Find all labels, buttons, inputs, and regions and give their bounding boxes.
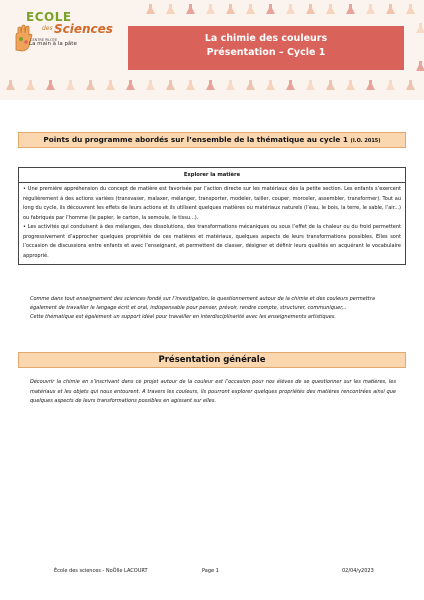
flask-icon (326, 80, 335, 90)
notes-paragraph-1: Comme dans tout enseignement des sciences fondé sur l’investigation, le questionnement autour de la chimie et des couleurs permettra également de travailler le langage écrit et oral, indispensable pour penser, prévoir, rendre compte, structurer, communiquer,.. (30, 296, 375, 311)
flask-icon (386, 80, 395, 90)
programme-heading-box (18, 132, 406, 148)
flask-icon (406, 80, 415, 90)
flask-icon (206, 80, 215, 90)
flask-icon (106, 80, 115, 90)
flask-icon (86, 80, 95, 90)
logo-main-a-la-pate: La main à la pâte (29, 41, 77, 47)
flask-icon (6, 80, 15, 90)
flask-icon (146, 80, 155, 90)
notes-paragraph-2: Cette thématique est également un support idéal pour travailler en interdisciplinarité avec les enseignements artistiques. (30, 314, 336, 320)
flask-icon (306, 80, 315, 90)
flask-icon (286, 4, 295, 14)
flask-icon (366, 80, 375, 90)
notes-block (30, 295, 396, 322)
flask-icon (286, 80, 295, 90)
logo-ecole-text: ECOLE (26, 10, 72, 24)
flask-icon (226, 80, 235, 90)
flask-icon (386, 4, 395, 14)
title-box (128, 26, 404, 70)
matiere-body (19, 183, 405, 264)
logo-centre-pilote: CENTRE PILOTE (30, 38, 58, 42)
flask-icon (246, 4, 255, 14)
flask-icon (226, 4, 235, 14)
flask-icon (326, 4, 335, 14)
flask-icon (186, 80, 195, 90)
logo-des-text: des (42, 25, 53, 32)
flask-icon (166, 80, 175, 90)
title-main: La chimie des couleurs (204, 33, 328, 44)
presentation-text: Découvrir la chimie en s’inscrivant dans ce projet autour de la couleur est l’occasion pour nos élèves de se questionner sur les matières, les matériaux et les objets qui nous entourent. A travers les couleurs, ils pourront explorer quelques propriétés des matières rencontrées ainsi que quelques aspects de leurs transformations possibles en agissant sur elles. (30, 379, 396, 404)
flask-icon (406, 4, 415, 14)
flask-icon (146, 4, 155, 14)
flask-icon (166, 4, 175, 14)
programme-ref: (I.O. 2015) (350, 138, 381, 144)
footer-page: Page 1 (202, 568, 219, 574)
programme-heading: Points du programme abordés sur l’ensemble de la thématique au cycle 1 (43, 135, 348, 144)
flask-icon (26, 80, 35, 90)
flask-icon (346, 4, 355, 14)
flask-icon (186, 4, 195, 14)
matiere-paragraph-2: • Les activités qui conduisent à des mélanges, des dissolutions, des transformations mécaniques ou sous l’effet de la chaleur ou du froid permettent progressivement d’approcher quelques propriétés de ces matières et matériaux, quelques aspects de leurs transformations possibles. Elles sont l’occasion de discussions entre enfants et avec l’enseignant, et permettent de classer, désigner et définir leurs qualités en acquérant le vocabulaire approprié. (23, 224, 401, 259)
presentation-heading-box (18, 352, 406, 368)
matiere-header: Explorer la matière (19, 168, 405, 183)
flask-icon (46, 80, 55, 90)
matiere-table (18, 167, 406, 265)
matiere-paragraph-1: • Une première appréhension du concept de matière est favorisée par l’action directe sur les matériaux dès la petite section. Les enfants s’exercent régulièrement à des actions variées (transvaser, malaxer, mélanger, transporter, modeler, tailler, couper, morceler, assembler, transformer). Tout au long du cycle, ils découvrent les effets de leurs actions et ils utilisent quelques matières ou matériaux naturels (l’eau, le bois, la terre, le sable, l’air...) ou fabriqués par l’homme (le papier, le carton, la semoule, le tissu...). (23, 186, 401, 221)
title-sub: Présentation – Cycle 1 (206, 47, 326, 58)
flask-icon (266, 80, 275, 90)
presentation-heading: Présentation générale (158, 355, 266, 365)
flask-icon (66, 80, 75, 90)
flask-icon (416, 23, 424, 33)
flask-icon (306, 4, 315, 14)
flask-icon (126, 80, 135, 90)
flask-icon (246, 80, 255, 90)
flask-icon (416, 61, 424, 71)
flask-icon (346, 80, 355, 90)
flask-icon (266, 4, 275, 14)
footer-date: 02/04/y2023 (342, 568, 374, 574)
footer-author: École des sciences - NoÕlle LACOURT (54, 568, 148, 574)
logo-sciences-text: Sciences (54, 22, 113, 36)
flask-icon (366, 4, 375, 14)
flask-icon (206, 4, 215, 14)
